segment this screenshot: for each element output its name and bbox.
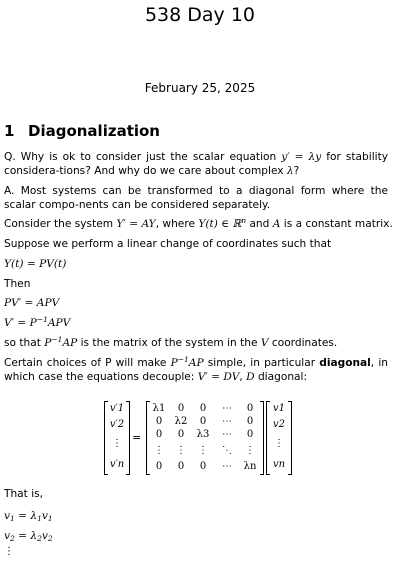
so-that-paragraph (4, 337, 388, 351)
matrix-cell: λ2 (174, 416, 188, 427)
matrix-cell: 0 (199, 403, 207, 414)
comp1-lhs: v (4, 510, 10, 522)
so-that-suffix1: is the matrix of the system in the (77, 337, 261, 349)
system-mid2: and (246, 218, 273, 230)
change-of-coordinates-equation: Y(t) = PV(t) (4, 258, 67, 270)
matrix-cell: ⋯ (222, 429, 232, 440)
question-equation: y′ = λy (281, 151, 322, 163)
question-text-2: for stability considera-tions? And why do we care about complex (4, 151, 388, 177)
question-lambda: λ (286, 164, 294, 177)
rhs-vector-entry: v1 (272, 403, 285, 414)
comp1-lsub: 1 (10, 514, 15, 523)
so-that-p: P (44, 337, 52, 349)
matrix-cell: 0 (177, 403, 185, 414)
choices-paragraph (4, 357, 388, 384)
matrix-cell: 0 (177, 461, 185, 472)
choices-bold-diagonal: diagonal (319, 357, 371, 369)
equation-v-exp: −1 (36, 315, 48, 324)
matrix-cell: 0 (246, 416, 254, 427)
section-title: Diagonalization (28, 122, 160, 140)
choices-prefix: Certain choices of P will make (4, 357, 171, 369)
lhs-vector-entry: v′1 (109, 403, 125, 414)
lhs-vector-entry: v′2 (109, 419, 125, 430)
so-that-suffix2: coordinates. (268, 337, 338, 349)
matrix-cell: ⋱ (222, 445, 232, 456)
then-text: Then (4, 278, 31, 290)
diagonal-matrix (146, 401, 264, 475)
comp1-rsub: 1 (47, 514, 53, 523)
comp2-msub: 2 (37, 534, 42, 543)
document-date: February 25, 2025 (144, 81, 256, 95)
question-paragraph (4, 151, 388, 178)
component-equation-1 (4, 510, 388, 524)
so-that-prefix: so that (4, 337, 45, 349)
choices-d: D (246, 370, 255, 383)
choices-equation: V′ = DV (197, 370, 240, 383)
equals-sign: = (132, 431, 142, 444)
choices-comma: , (239, 370, 247, 383)
rhs-vector (266, 401, 292, 475)
matrix-cell: 0 (177, 429, 185, 440)
equation-pv: PV′ = APV (4, 297, 60, 309)
comp1-mid: = λ (14, 510, 38, 522)
system-equation: Y′ = AY (116, 218, 156, 230)
answer-paragraph: A. Most systems can be transformed to a diagonal form where the scalar compo-nents can be considered separately. (4, 185, 388, 211)
choices-exp: −1 (177, 355, 189, 364)
matrix-cell: ⋯ (222, 403, 232, 414)
comp1-msub: 1 (37, 514, 42, 523)
matrix-cell: ⋮ (245, 445, 255, 456)
choices-p: P (170, 357, 178, 369)
comp2-rsub: 2 (47, 534, 53, 543)
choices-mid: simple, in particular (203, 357, 320, 369)
section-number: 1 (4, 122, 15, 140)
system-exponent: n (241, 216, 247, 225)
matrix-cell: ⋯ (222, 416, 232, 427)
matrix-cell: 0 (155, 429, 163, 440)
comp2-lhs: v (4, 530, 10, 542)
matrix-cell: λ1 (152, 403, 166, 414)
rhs-vector-entry: v2 (272, 419, 285, 430)
lhs-vector-entry: v′n (109, 459, 125, 470)
matrix-cell: 0 (199, 416, 207, 427)
so-that-exp: −1 (51, 335, 63, 344)
matrix-cell: 0 (246, 429, 254, 440)
question-text: Q. Why is ok to consider just the scalar equation (4, 151, 282, 163)
matrix-cell: ⋮ (198, 445, 208, 456)
equation-v-lhs: V′ = P (4, 317, 37, 329)
lhs-vector (104, 401, 130, 475)
choices-suffix: , in which case the equations decouple: (4, 357, 388, 383)
system-suffix: is a constant matrix. (280, 218, 393, 230)
matrix-cell: 0 (199, 461, 207, 472)
matrix-cell: λ3 (196, 429, 210, 440)
section-heading (4, 122, 160, 140)
so-that-v: V (260, 337, 269, 349)
equation-v (4, 317, 388, 331)
comp2-rhs: v (41, 530, 48, 542)
lhs-vector-entry: ⋮ (112, 438, 122, 449)
rhs-vector-entry: vn (272, 459, 286, 470)
system-a: A (272, 218, 281, 230)
document-title: 538 Day 10 (144, 4, 256, 26)
comp2-lsub: 2 (10, 534, 15, 543)
so-that-ap: AP (62, 337, 78, 349)
choices-ap: AP (188, 357, 204, 369)
matrix-cell: λn (243, 461, 257, 472)
system-mid1: , where (155, 218, 199, 230)
matrix-cell: ⋮ (154, 445, 164, 456)
choices-end: diagonal: (254, 370, 308, 383)
matrix-cell: 0 (155, 416, 163, 427)
system-prefix: Consider the system (4, 218, 117, 230)
suppose-paragraph: Suppose we perform a linear change of coordinates such that (4, 238, 332, 250)
matrix-cell: 0 (246, 403, 254, 414)
system-yt: Y(t) ∈ ℝ (198, 218, 242, 230)
matrix-cell: 0 (155, 461, 163, 472)
matrix-cell: ⋮ (176, 445, 186, 456)
that-is-text: That is, (4, 488, 44, 500)
system-paragraph (4, 216, 393, 232)
question-end: ? (293, 164, 300, 177)
comp1-rhs: v (41, 510, 48, 522)
matrix-cell: ⋯ (222, 461, 232, 472)
equation-v-rhs: APV (47, 317, 71, 329)
rhs-vector-entry: ⋮ (274, 438, 284, 449)
component-equation-2 (4, 530, 388, 544)
vertical-ellipsis: ⋮ (4, 546, 14, 557)
comp2-mid: = λ (14, 530, 38, 542)
